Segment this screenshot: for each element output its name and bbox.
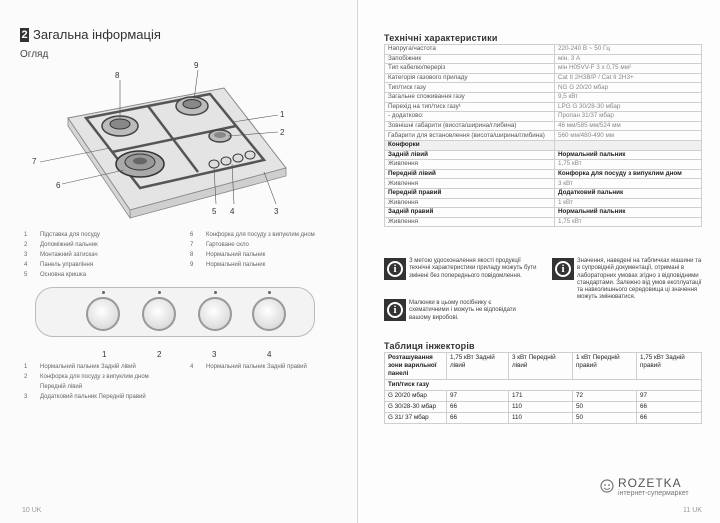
spec-row: [385, 179, 702, 189]
callout-7: 7: [32, 157, 37, 166]
knob-1: [86, 297, 120, 331]
spec-row: [385, 160, 702, 170]
legend-item: 4 Панель управління: [24, 262, 94, 268]
knob-number-4: 4: [267, 350, 272, 359]
injector-cell: 72: [573, 391, 637, 402]
spec-value: Нормальний пальник: [555, 208, 702, 218]
section-subtitle: Огляд: [20, 49, 49, 60]
info-icon: i: [384, 299, 406, 321]
section-header: [20, 27, 161, 42]
injector-subheader-cell: Тип/тиск газу: [385, 380, 702, 391]
injector-cell: 97: [447, 391, 509, 402]
injector-cell: 110: [509, 402, 573, 413]
spec-value: 560 мм/480-490 мм: [555, 131, 702, 141]
spec-row: [385, 45, 702, 55]
injector-cell: 66: [447, 413, 509, 424]
legend-item: 4 Нормальний пальник Задній правий: [190, 364, 307, 370]
injector-table-title: Таблиця інжекторів: [384, 341, 475, 351]
knob-indicator: [268, 291, 271, 294]
injector-cell: G 31/ 37 мбар: [385, 413, 447, 424]
legend-item: 2 Конфорка для посуду з випуклим дном Передній лівий: [24, 374, 149, 390]
info-icon: i: [384, 258, 406, 280]
info-icon: i: [552, 258, 574, 280]
spec-value: Пропан 31/37 мбар: [555, 112, 702, 122]
spec-value: мін H05VV-F 3 x 0,75 мм²: [555, 64, 702, 74]
spec-value: Конфорка для посуду з випуклим дном: [555, 169, 702, 179]
spec-label: Конфорки: [385, 140, 555, 150]
spec-value: [555, 140, 702, 150]
spec-value: 1 кВт: [555, 198, 702, 208]
legend-item: 1 Підставка для посуду: [24, 232, 100, 238]
legend-item: 5 Основна кришка: [24, 272, 87, 278]
spec-label: Тип/тиск газу: [385, 83, 555, 93]
injector-header-row: [385, 353, 702, 380]
spec-label: Живлення: [385, 198, 555, 208]
spec-table: [384, 44, 702, 227]
knob-indicator: [158, 291, 161, 294]
legend-item: 6 Конфорка для посуду з випуклим дном: [190, 232, 315, 238]
spec-row: [385, 112, 702, 122]
control-panel-diagram: [35, 287, 315, 337]
spec-row: [385, 169, 702, 179]
callout-9: 9: [194, 61, 199, 70]
legend-item: 7 Гартоване скло: [190, 242, 249, 248]
spec-value: 1,75 кВт: [555, 217, 702, 227]
injector-subheader-row: [385, 380, 702, 391]
spec-label: Напруга/частота: [385, 45, 555, 55]
injector-cell: 97: [637, 391, 702, 402]
knob-3: [198, 297, 232, 331]
burner-back-left: [102, 116, 138, 136]
injector-header-cell: 3 кВт Передній лівий: [509, 353, 573, 380]
injector-header-cell: 1,75 кВт Задній правий: [637, 353, 702, 380]
burner-wok: [116, 151, 164, 177]
spec-label: Передній лівий: [385, 169, 555, 179]
hob-illustration: [28, 60, 308, 220]
knob-2: [142, 297, 176, 331]
injector-header-cell: Розташування зони варильної панелі: [385, 353, 447, 380]
injector-table: [384, 352, 702, 424]
spec-label: - додатково:: [385, 112, 555, 122]
spec-value: мін. 3 А: [555, 54, 702, 64]
legend-item: 1 Нормальний пальник Задній лівий: [24, 364, 136, 370]
smiley-icon: [600, 479, 614, 495]
knob-number-2: 2: [157, 350, 162, 359]
spec-row: [385, 54, 702, 64]
spec-row: [385, 188, 702, 198]
callout-5: 5: [212, 207, 217, 216]
knob-number-1: 1: [102, 350, 107, 359]
injector-cell: 66: [637, 402, 702, 413]
spec-row: [385, 208, 702, 218]
spec-row: [385, 121, 702, 131]
callout-2: 2: [280, 128, 285, 137]
legend-item: 2 Допоміжний пальник: [24, 242, 98, 248]
burner-auxiliary: [209, 130, 231, 142]
spec-row: [385, 150, 702, 160]
legend-item: 3 Додатковий пальник Передній правий: [24, 394, 146, 400]
note-lab-values: Значення, наведені на табличках машини та в супровідній документації, отримані в лабораторних умовах згідно з відповідними стандартами. Залежно від умов експлуатації та навколишнього середовища ці значення можуть змінюватися.: [577, 258, 702, 301]
spec-value: LPG G 30/28-30 мбар: [555, 102, 702, 112]
callout-8: 8: [115, 71, 120, 80]
injector-cell: G 30/28-30 мбар: [385, 402, 447, 413]
spec-label: Запобіжник: [385, 54, 555, 64]
injector-cell: 66: [447, 402, 509, 413]
section-title: Загальна інформація: [33, 27, 161, 42]
watermark-brand: ROZETKA: [618, 476, 682, 490]
knob-indicator: [214, 291, 217, 294]
left-page: [0, 0, 358, 523]
spec-label: Габарити для встановлення (висота/ширина/глибина): [385, 131, 555, 141]
spec-label: Задній лівий: [385, 150, 555, 160]
knob-legend-left: [24, 362, 174, 402]
spec-label: Перехід на тип/тиск газу¹: [385, 102, 555, 112]
injector-cell: G 20/20 мбар: [385, 391, 447, 402]
spec-value: 3 кВт: [555, 179, 702, 189]
note-specs-change: З метою удосконалення якості продукції технічні характеристики приладу можуть бути змінені без попереднього повідомлення.: [409, 258, 537, 279]
spec-value: Додатковий пальник: [555, 188, 702, 198]
injector-header-cell: 1 кВт Передній правий: [573, 353, 637, 380]
note-schematic: Малюнки в цьому посібнику є схематичними і можуть не відповідати вашому виробові.: [409, 300, 516, 321]
injector-cell: 171: [509, 391, 573, 402]
spec-label: Живлення: [385, 160, 555, 170]
page-number-right: 11 UK: [683, 507, 702, 514]
spec-value: 220-240 В ~ 50 Гц: [555, 45, 702, 55]
spec-label: Тип кабелю/переріз: [385, 64, 555, 74]
watermark: [600, 476, 689, 497]
legend-item: 8 Нормальний пальник: [190, 252, 266, 258]
callout-1: 1: [280, 110, 285, 119]
knob-4: [252, 297, 286, 331]
knob-number-3: 3: [212, 350, 217, 359]
spec-value: NG G 20/20 мбар: [555, 83, 702, 93]
spec-label: Живлення: [385, 217, 555, 227]
spec-row: [385, 64, 702, 74]
injector-row: [385, 413, 702, 424]
spec-label: Зовнішні габарити (висота/ширина/глибина): [385, 121, 555, 131]
injector-cell: 50: [573, 402, 637, 413]
spec-label: Категорія газового приладу: [385, 73, 555, 83]
callout-3: 3: [274, 207, 279, 216]
spec-row: [385, 198, 702, 208]
spec-row: [385, 73, 702, 83]
watermark-tagline: інтернет-супермаркет: [618, 490, 689, 497]
knob-legend-right: [190, 362, 307, 372]
parts-legend-right: [190, 230, 315, 270]
spec-label: Задній правий: [385, 208, 555, 218]
injector-row: [385, 402, 702, 413]
injector-cell: 50: [573, 413, 637, 424]
spec-row: [385, 102, 702, 112]
spec-value: 46 мм/585 мм/524 мм: [555, 121, 702, 131]
spec-value: 9,5 кВт: [555, 92, 702, 102]
knob-indicator: [102, 291, 105, 294]
callout-4: 4: [230, 207, 235, 216]
spec-title: Технічні характеристики: [384, 33, 498, 43]
spec-row: [385, 217, 702, 227]
page-number-left: 10 UK: [22, 507, 42, 514]
injector-row: [385, 391, 702, 402]
legend-item: 3 Монтажний затискач: [24, 252, 98, 258]
spec-row: [385, 83, 702, 93]
legend-item: 9 Нормальний пальник: [190, 262, 266, 268]
injector-cell: 66: [637, 413, 702, 424]
callout-6: 6: [56, 181, 61, 190]
spec-row: [385, 92, 702, 102]
spec-label: Передній правий: [385, 188, 555, 198]
spec-row: [385, 131, 702, 141]
spec-value: 1,75 кВт: [555, 160, 702, 170]
spec-value: Cat II 2H3B/P / Cat II 2H3+: [555, 73, 702, 83]
spec-row: [385, 140, 702, 150]
spec-label: Загальне споживання газу: [385, 92, 555, 102]
burner-back-right: [176, 97, 208, 115]
spec-value: Нормальний пальник: [555, 150, 702, 160]
spec-label: Живлення: [385, 179, 555, 189]
injector-header-cell: 1,75 кВт Задній лівий: [447, 353, 509, 380]
injector-cell: 110: [509, 413, 573, 424]
section-number: 2: [21, 28, 28, 41]
parts-legend-left: [24, 230, 100, 280]
